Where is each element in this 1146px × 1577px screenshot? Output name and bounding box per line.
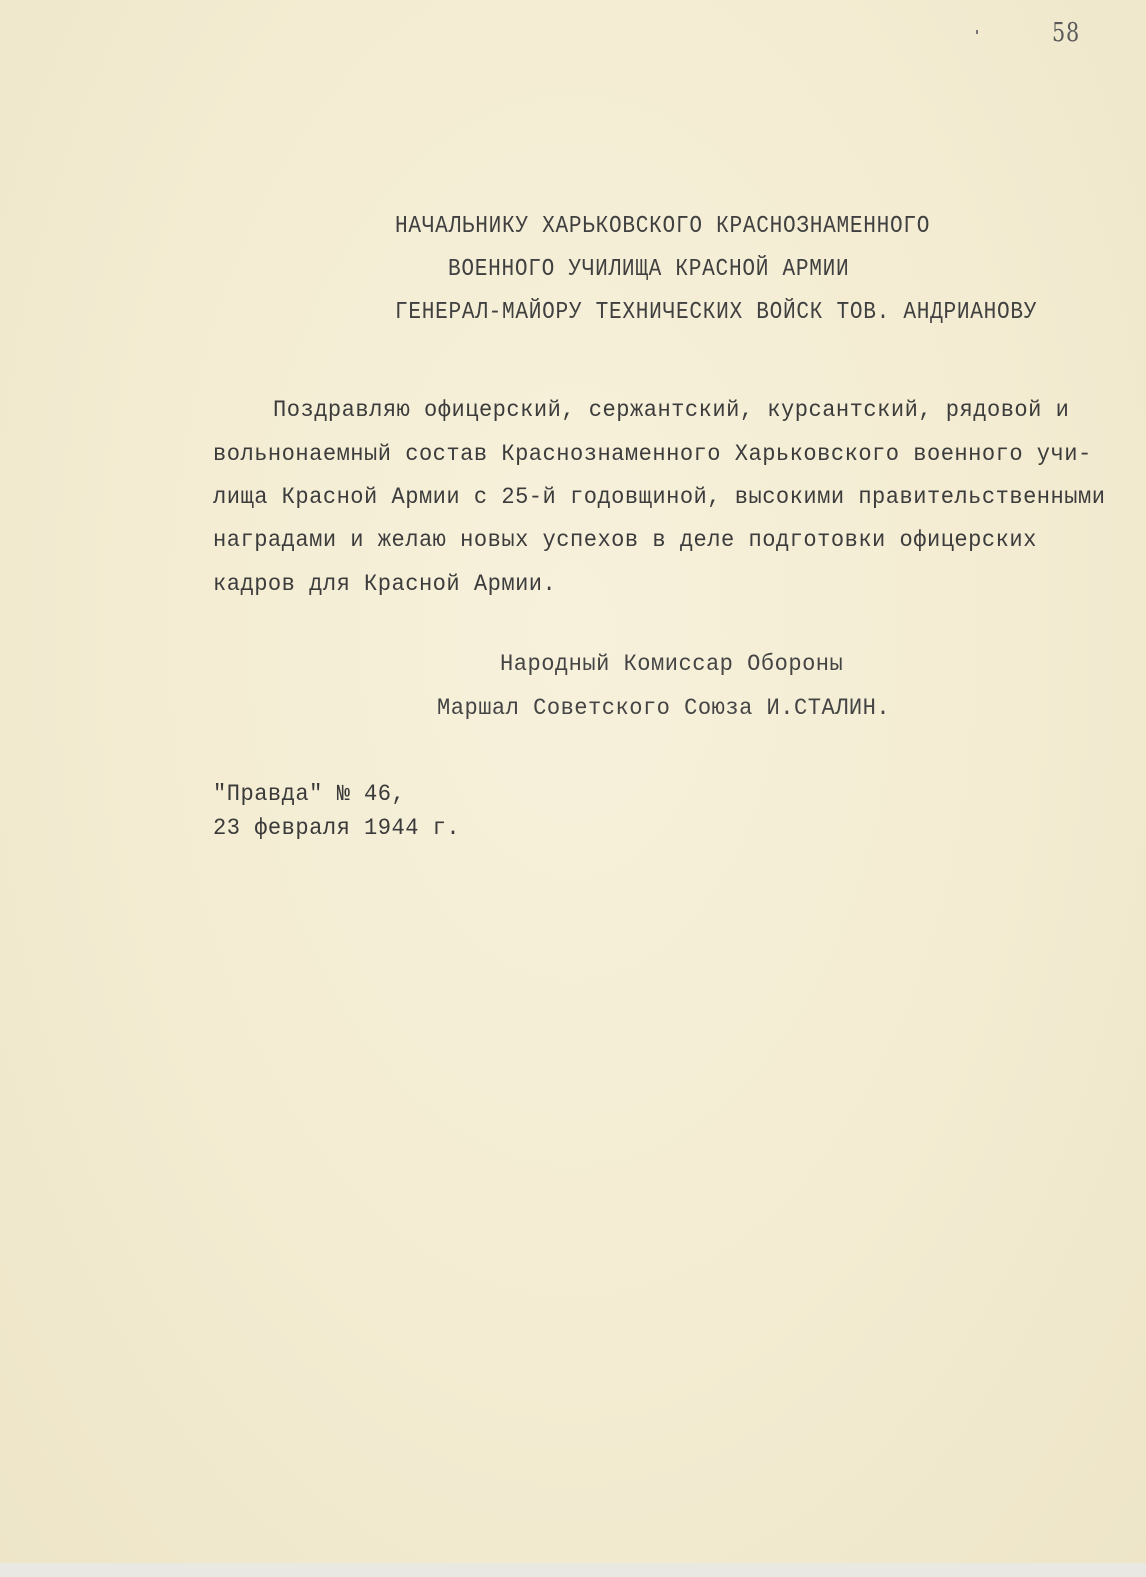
signature-name: Маршал Советского Союза И.СТАЛИН. bbox=[437, 695, 891, 721]
addressee-line-3: ГЕНЕРАЛ-МАЙОРУ ТЕХНИЧЕСКИХ ВОЙСК ТОВ. АНДРИАНОВУ bbox=[395, 299, 1038, 326]
body-line-4: наградами и желаю новых успехов в деле подготовки офицерских bbox=[213, 527, 1037, 553]
body-line-5: кадров для Красной Армии. bbox=[213, 571, 557, 597]
page-number: 58 bbox=[1052, 18, 1081, 48]
pen-mark bbox=[976, 30, 978, 34]
body-line-3: лища Красной Армии с 25-й годовщиной, высокими правительственными bbox=[213, 484, 1106, 510]
body-line-1: Поздравляю офицерский, сержантский, курсантский, рядовой и bbox=[273, 397, 1070, 423]
source-date: 23 февраля 1944 г. bbox=[213, 815, 461, 841]
addressee-line-2: ВОЕННОГО УЧИЛИЩА КРАСНОЙ АРМИИ bbox=[448, 256, 850, 283]
source-newspaper: "Правда" № 46, bbox=[213, 781, 406, 807]
scan-edge bbox=[0, 1563, 1146, 1577]
addressee-line-1: НАЧАЛЬНИКУ ХАРЬКОВСКОГО КРАСНОЗНАМЕННОГО bbox=[395, 213, 931, 240]
signature-title: Народный Комиссар Обороны bbox=[500, 651, 844, 677]
body-line-2: вольнонаемный состав Краснознаменного Харьковского военного учи- bbox=[213, 441, 1092, 467]
